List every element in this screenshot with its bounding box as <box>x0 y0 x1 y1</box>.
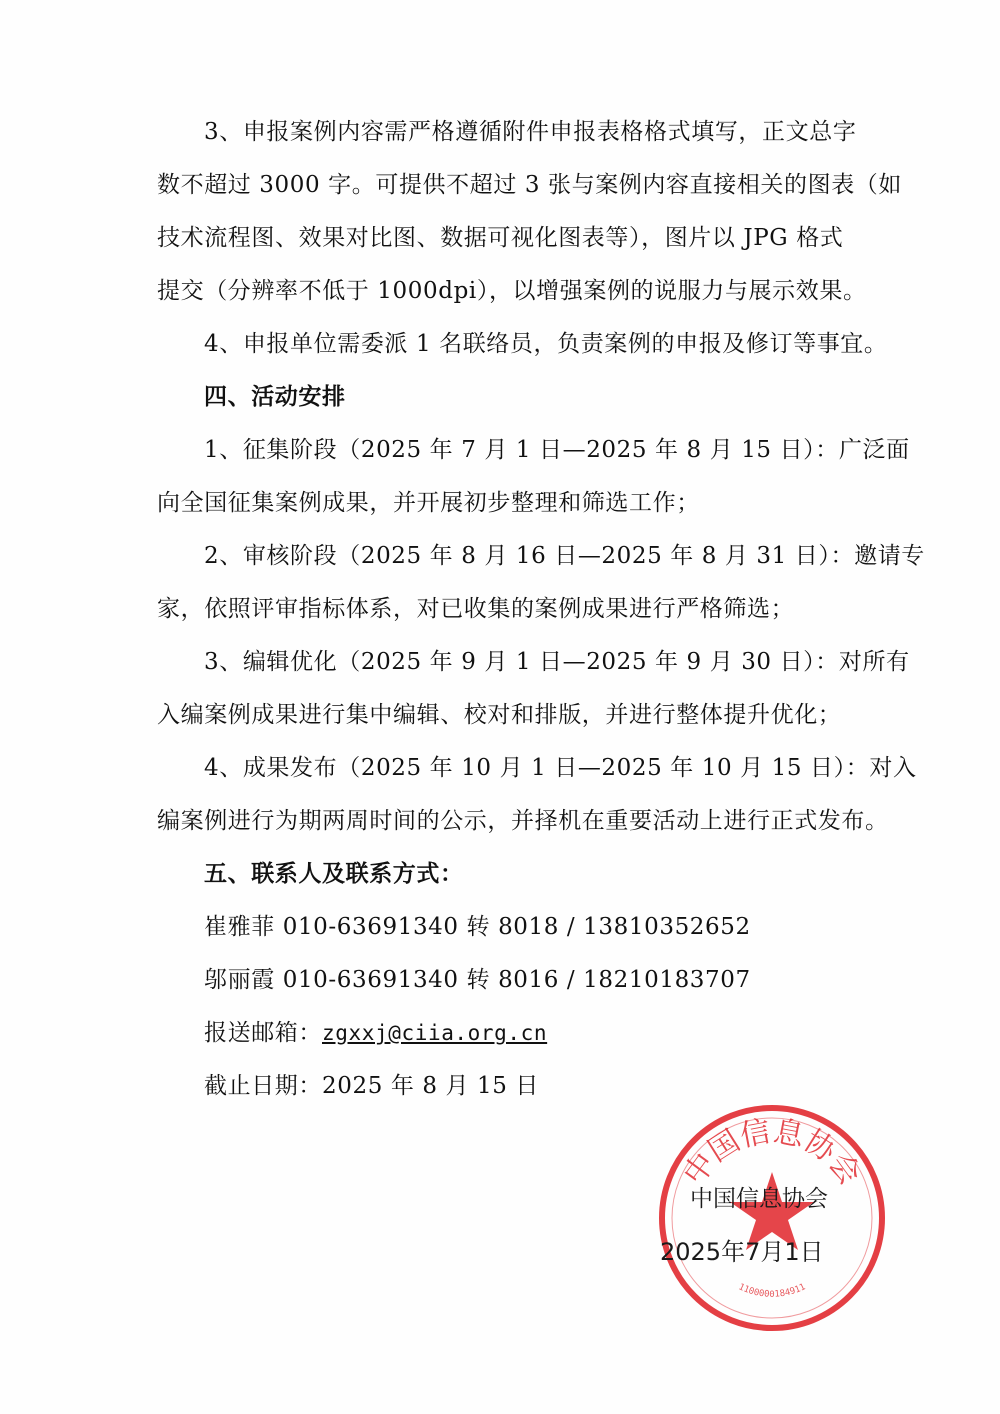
paragraph-4: 4、申报单位需委派 1 名联络员，负责案例的申报及修订等事宜。 <box>204 331 888 357</box>
schedule-4-line-2: 编案例进行为期两周时间的公示，并择机在重要活动上进行正式发布。 <box>157 808 889 834</box>
contact-2: 邬丽霞 010-63691340 转 8016 / 18210183707 <box>204 967 751 993</box>
schedule-3-line-2: 入编案例成果进行集中编辑、校对和排版，并进行整体提升优化； <box>157 702 842 728</box>
schedule-1-line-2: 向全国征集案例成果，并开展初步整理和筛选工作； <box>157 490 700 516</box>
contact-1: 崔雅菲 010-63691340 转 8018 / 13810352652 <box>204 914 751 940</box>
paragraph-3-line-2: 数不超过 3000 字。可提供不超过 3 张与案例内容直接相关的图表（如 <box>157 172 903 198</box>
paragraph-3-line-3: 技术流程图、效果对比图、数据可视化图表等），图片以 JPG 格式 <box>157 225 844 251</box>
email-label: 报送邮箱： <box>204 1020 322 1046</box>
seal-arc-text: 中国信息协会 <box>676 1114 868 1192</box>
seal-code: 1100000184911 <box>736 1282 808 1300</box>
paragraph-3-line-1: 3、申报案例内容需严格遵循附件申报表格格式填写，正文总字 <box>204 119 857 145</box>
section-4-heading: 四、活动安排 <box>204 383 346 410</box>
official-seal <box>656 1102 888 1334</box>
issuer-name: 中国信息协会 <box>690 1186 828 1212</box>
schedule-2-line-2: 家，依照评审指标体系，对已收集的案例成果进行严格筛选； <box>157 596 795 622</box>
email-row <box>204 1017 547 1049</box>
paragraph-3-line-4: 提交（分辨率不低于 1000dpi），以增强案例的说服力与展示效果。 <box>157 278 867 304</box>
schedule-2-line-1: 2、审核阶段（2025 年 8 月 16 日—2025 年 8 月 31 日）：邀请专 <box>204 543 925 569</box>
email-link[interactable]: zgxxj@ciia.org.cn <box>322 1021 548 1045</box>
schedule-3-line-1: 3、编辑优化（2025 年 9 月 1 日—2025 年 9 月 30 日）：对所有 <box>204 649 910 675</box>
issue-date: 2025年7月1日 <box>660 1238 824 1266</box>
section-5-heading: 五、联系人及联系方式： <box>204 860 464 887</box>
deadline: 截止日期：2025 年 8 月 15 日 <box>204 1073 539 1099</box>
schedule-1-line-1: 1、征集阶段（2025 年 7 月 1 日—2025 年 8 月 15 日）：广泛面 <box>204 437 910 463</box>
schedule-4-line-1: 4、成果发布（2025 年 10 月 1 日—2025 年 10 月 15 日）：对入 <box>204 755 917 781</box>
seal-graphic <box>656 1102 888 1334</box>
